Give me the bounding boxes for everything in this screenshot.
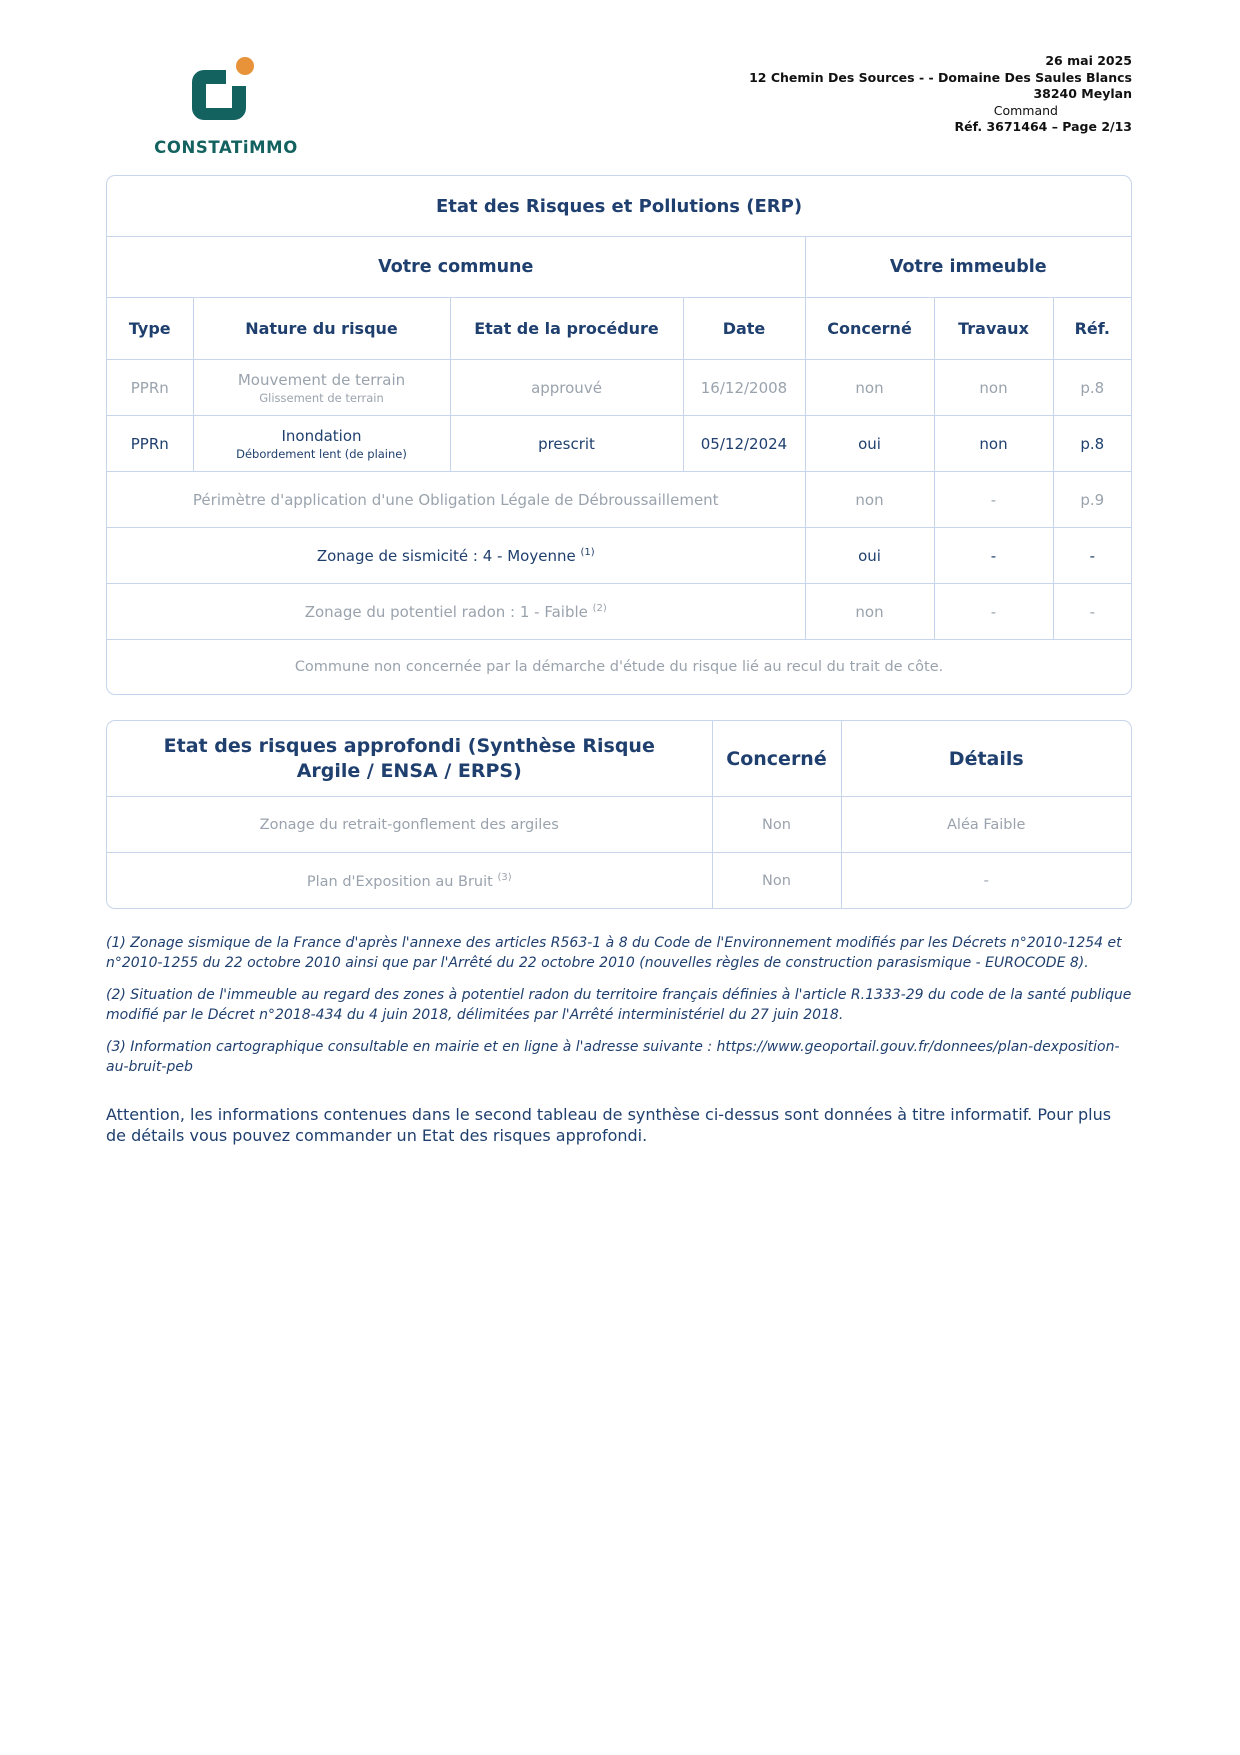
- constatimmo-logo-icon: [186, 56, 258, 128]
- cell-etat: approuvé: [450, 360, 683, 416]
- address-line-1: 12 Chemin Des Sources - - Domaine Des Saules Blancs: [749, 69, 1132, 85]
- cell-travaux: non: [934, 360, 1053, 416]
- row-label: Zonage du retrait-gonflement des argiles: [259, 816, 559, 833]
- nature-label: Inondation: [281, 426, 362, 445]
- cell-concerne: non: [805, 584, 934, 640]
- address-line-2: 38240 Meylan: [1033, 86, 1132, 101]
- cell-type: PPRn: [107, 360, 193, 416]
- table-row: [107, 528, 1131, 584]
- cell-ref: p.8: [1053, 416, 1131, 472]
- table-row: [107, 360, 1131, 416]
- table-row: [107, 472, 1131, 528]
- cell-travaux: -: [934, 472, 1053, 528]
- sismicite-note: (1): [580, 546, 595, 558]
- erp-table: [106, 175, 1132, 695]
- table-row: [107, 584, 1131, 640]
- nature-label: Mouvement de terrain: [237, 370, 406, 389]
- cell-concerne: Non: [712, 853, 841, 909]
- cell-ref: p.9: [1053, 472, 1131, 528]
- row-label: Plan d'Exposition au Bruit: [306, 873, 493, 890]
- cell-nature: [193, 416, 450, 472]
- cell-travaux: -: [934, 528, 1053, 584]
- sismicite-label: Zonage de sismicité : 4 - Moyenne: [316, 546, 576, 565]
- reference-page: Réf. 3671464 – Page 2/13: [954, 119, 1132, 134]
- radon-note: (2): [592, 602, 607, 614]
- document-date: 26 mai 2025: [1045, 53, 1132, 68]
- col-concerne: Concerné: [712, 721, 841, 797]
- cell-date: 05/12/2024: [683, 416, 805, 472]
- group-votre-immeuble: Votre immeuble: [805, 237, 1131, 298]
- cell-concerne: oui: [805, 528, 934, 584]
- footnote-3: (3) Information cartographique consultable en mairie et en ligne à l'adresse suivante : https://www.geoportail.gouv.fr/donnees/plan-dexposition-au-bruit-peb: [106, 1039, 1120, 1075]
- approfondi-table: [106, 720, 1132, 909]
- footnote-2: (2) Situation de l'immeuble au regard des zones à potentiel radon du territoire français définies à l'article R.1333-29 du code de la santé publique modifié par le Décret n°2018-434 du 4 juin 2018, délimitées par l'Arrêté interministériel du 27 juin 2018.: [106, 987, 1132, 1023]
- group-votre-commune: Votre commune: [107, 237, 805, 298]
- table-row: [107, 797, 1131, 853]
- cell-details: -: [841, 853, 1131, 909]
- cell-concerne: Non: [712, 797, 841, 853]
- table-row: [107, 853, 1131, 909]
- cell-details: Aléa Faible: [841, 797, 1131, 853]
- cell-etat: prescrit: [450, 416, 683, 472]
- radon-cell: [107, 584, 805, 640]
- col-travaux: Travaux: [934, 298, 1053, 360]
- nature-sub-label: Débordement lent (de plaine): [236, 446, 407, 461]
- cell-travaux: -: [934, 584, 1053, 640]
- radon-label: Zonage du potentiel radon : 1 - Faible: [304, 602, 588, 621]
- footnotes: [106, 934, 1136, 1090]
- cell-date: 16/12/2008: [683, 360, 805, 416]
- erp-title: Etat des Risques et Pollutions (ERP): [107, 176, 1131, 237]
- cell-concerne: oui: [805, 416, 934, 472]
- cell-type: PPRn: [107, 416, 193, 472]
- row-note: (3): [497, 871, 512, 883]
- cell-ref: p.8: [1053, 360, 1131, 416]
- cell-ref: -: [1053, 584, 1131, 640]
- col-ref: Réf.: [1053, 298, 1131, 360]
- command-label: Command: [993, 102, 1058, 118]
- obligation-label: Périmètre d'application d'une Obligation Légale de Débroussaillement: [107, 472, 805, 528]
- nature-sub-label: Glissement de terrain: [259, 390, 384, 405]
- cell-label: [107, 853, 712, 909]
- table-row: [107, 416, 1131, 472]
- col-etat: Etat de la procédure: [450, 298, 683, 360]
- col-concerne: Concerné: [805, 298, 934, 360]
- cell-travaux: non: [934, 416, 1053, 472]
- brand-name: CONSTATiMMO: [154, 138, 298, 157]
- cell-nature: [193, 360, 450, 416]
- attention-paragraph: Attention, les informations contenues dans le second tableau de synthèse ci-dessus sont données à titre informatif. Pour plus de détails vous pouvez commander un Etat des risques approfondi.: [106, 1105, 1112, 1145]
- cell-concerne: non: [805, 360, 934, 416]
- document-header: [749, 53, 1132, 136]
- cell-label: [107, 797, 712, 853]
- col-details: Détails: [841, 721, 1131, 797]
- col-nature: Nature du risque: [193, 298, 450, 360]
- col-date: Date: [683, 298, 805, 360]
- trait-de-cote-note: Commune non concernée par la démarche d'étude du risque lié au recul du trait de côte.: [107, 640, 1131, 695]
- table-row: [107, 640, 1131, 695]
- cell-ref: -: [1053, 528, 1131, 584]
- approfondi-title: Etat des risques approfondi (Synthèse Risque Argile / ENSA / ERPS): [107, 721, 712, 797]
- col-type: Type: [107, 298, 193, 360]
- footnote-1: (1) Zonage sismique de la France d'après l'annexe des articles R563-1 à 8 du Code de l'Environnement modifiés par les Décrets n°2010-1254 et n°2010-1255 du 22 octobre 2010 ainsi que par l'Arrêté du 22 octobre 2010 (nouvelles règles de construction parasismique - EUROCODE 8).: [106, 935, 1122, 971]
- sismicite-cell: [107, 528, 805, 584]
- cell-concerne: non: [805, 472, 934, 528]
